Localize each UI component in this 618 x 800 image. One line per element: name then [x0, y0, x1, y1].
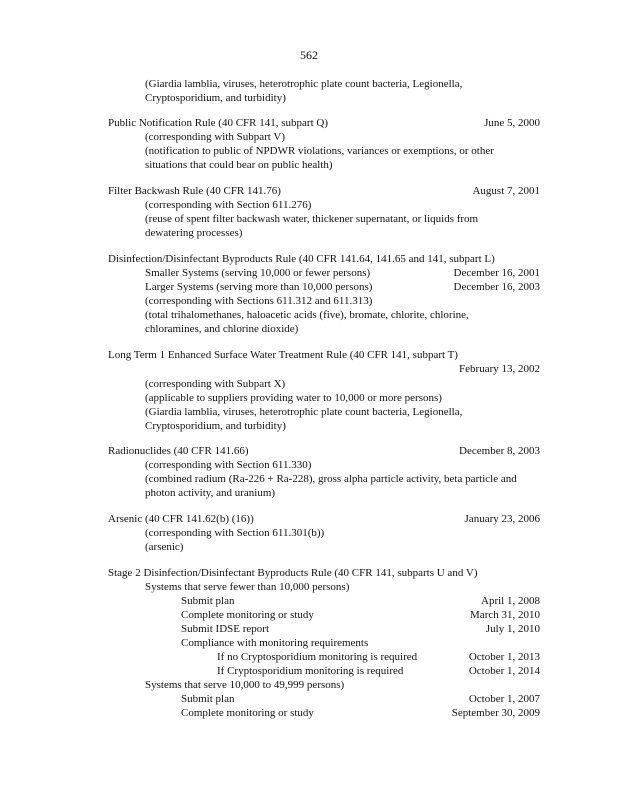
lti-continued-line-1: (Giardia lamblia, viruses, heterotrophic plate count bacteria, Legionella,	[145, 78, 463, 90]
lt1-desc-3: Cryptosporidium, and turbidity)	[145, 420, 286, 432]
public-notification-date: June 5, 2000	[484, 117, 540, 129]
dbp-title: Disinfection/Disinfectant Byproducts Rule (40 CFR 141.64, 141.65 and 141, subpart L)	[108, 253, 495, 265]
dbp-larger-systems: Larger Systems (serving more than 10,000 persons)	[145, 281, 373, 293]
dbp-desc-1: (total trihalomethanes, haloacetic acids (five), bromate, chlorite, chlorine,	[145, 309, 469, 321]
dbp-larger-systems-date: December 16, 2003	[453, 281, 540, 293]
radionuclides-date: December 8, 2003	[459, 445, 540, 457]
public-notification-title: Public Notification Rule (40 CFR 141, subpart Q)	[108, 117, 328, 129]
stage2-group1-if-no-crypto-date: October 1, 2013	[468, 651, 540, 663]
arsenic-title: Arsenic (40 CFR 141.62(b) (16))	[108, 513, 254, 525]
lt1-corresponding: (corresponding with Subpart X)	[145, 378, 286, 390]
public-notification-desc-2: situations that could bear on public health)	[145, 159, 333, 171]
stage2-group1-complete-monitoring-date: March 31, 2010	[470, 609, 540, 621]
radionuclides-title: Radionuclides (40 CFR 141.66)	[108, 445, 249, 457]
stage2-group2-label: Systems that serve 10,000 to 49,999 persons)	[145, 679, 345, 691]
stage2-group1-submit-idse-date: July 1, 2010	[485, 623, 540, 635]
stage2-group1-submit-idse: Submit IDSE report	[181, 623, 269, 635]
stage2-group2-submit-plan: Submit plan	[181, 693, 235, 705]
lt1-desc-1: (applicable to suppliers providing water to 10,000 or more persons)	[145, 392, 442, 404]
radionuclides-corresponding: (corresponding with Section 611.330)	[145, 459, 312, 471]
lti-continued-line-2: Cryptosporidium, and turbidity)	[145, 92, 286, 104]
public-notification-desc-1: (notification to public of NPDWR violations, variances or exemptions, or other	[145, 145, 494, 157]
stage2-group1-submit-plan: Submit plan	[181, 595, 235, 607]
stage2-group1-label: Systems that serve fewer than 10,000 persons)	[145, 581, 350, 593]
dbp-corresponding: (corresponding with Sections 611.312 and 611.313)	[145, 295, 373, 307]
filter-backwash-title: Filter Backwash Rule (40 CFR 141.76)	[108, 185, 281, 197]
filter-backwash-desc-2: dewatering processes)	[145, 227, 243, 239]
stage2-group1-if-no-crypto: If no Cryptosporidium monitoring is required	[217, 651, 418, 663]
filter-backwash-date: August 7, 2001	[472, 185, 540, 197]
dbp-smaller-systems-date: December 16, 2001	[453, 267, 540, 279]
dbp-smaller-systems: Smaller Systems (serving 10,000 or fewer persons)	[145, 267, 371, 279]
arsenic-corresponding: (corresponding with Section 611.301(b))	[145, 527, 325, 539]
stage2-group1-if-crypto-date: October 1, 2014	[468, 665, 540, 677]
stage2-group1-complete-monitoring: Complete monitoring or study	[181, 609, 314, 621]
lt1-desc-2: (Giardia lamblia, viruses, heterotrophic plate count bacteria, Legionella,	[145, 406, 463, 418]
filter-backwash-corresponding: (corresponding with Section 611.276)	[145, 199, 312, 211]
stage2-group1-if-crypto: If Cryptosporidium monitoring is required	[217, 665, 404, 677]
arsenic-date: January 23, 2006	[464, 513, 540, 525]
public-notification-corresponding: (corresponding with Subpart V)	[145, 131, 286, 143]
dbp-desc-2: chloramines, and chlorine dioxide)	[145, 323, 299, 335]
radionuclides-desc-2: photon activity, and uranium)	[145, 487, 276, 499]
stage2-group1-submit-plan-date: April 1, 2008	[481, 595, 540, 607]
radionuclides-desc-1: (combined radium (Ra-226 + Ra-228), gross alpha particle activity, beta particle and	[145, 473, 517, 485]
arsenic-desc-1: (arsenic)	[145, 541, 184, 553]
lt1-title: Long Term 1 Enhanced Surface Water Treatment Rule (40 CFR 141, subpart T)	[108, 349, 458, 361]
stage2-group1-compliance: Compliance with monitoring requirements	[181, 637, 369, 649]
stage2-group2-submit-plan-date: October 1, 2007	[468, 693, 540, 705]
stage2-group2-complete-monitoring: Complete monitoring or study	[181, 707, 314, 719]
page-number: 562	[300, 48, 318, 62]
stage2-title: Stage 2 Disinfection/Disinfectant Byproducts Rule (40 CFR 141, subparts U and V)	[108, 567, 478, 579]
lt1-date: February 13, 2002	[459, 363, 540, 375]
stage2-group2-complete-monitoring-date: September 30, 2009	[451, 707, 540, 719]
filter-backwash-desc-1: (reuse of spent filter backwash water, thickener supernatant, or liquids from	[145, 213, 479, 225]
